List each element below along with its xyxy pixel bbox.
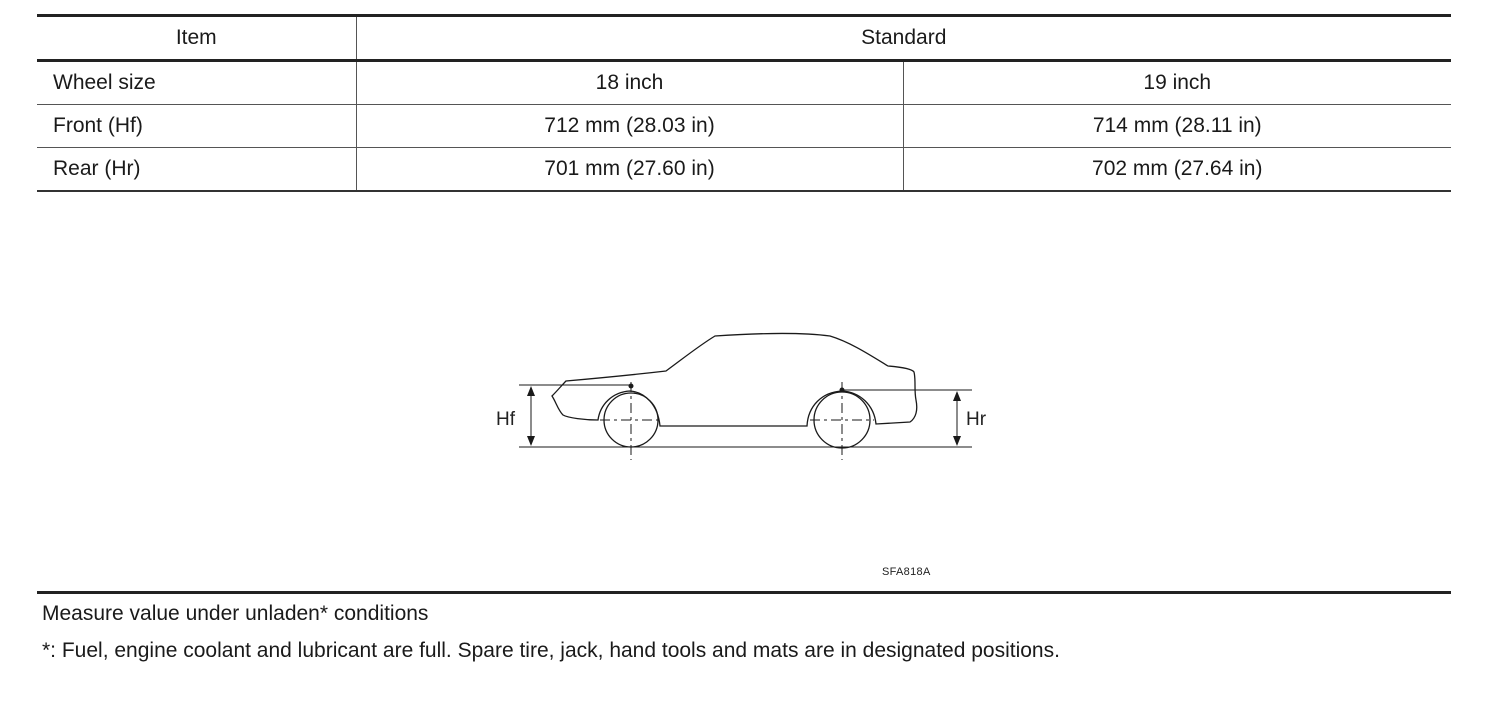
measure-note: Measure value under unladen* conditions bbox=[42, 602, 429, 625]
header-standard: Standard bbox=[356, 16, 1451, 61]
cell-19-inch: 19 inch bbox=[903, 61, 1451, 105]
cell-18-inch: 701 mm (27.60 in) bbox=[356, 148, 903, 192]
table-header-row bbox=[37, 16, 1451, 61]
label-hr: Hr bbox=[966, 409, 987, 430]
front-arrow-bottom bbox=[527, 436, 535, 446]
row-label: Rear (Hr) bbox=[37, 148, 356, 192]
cell-19-inch: 702 mm (27.64 in) bbox=[903, 148, 1451, 192]
figure-code: SFA818A bbox=[882, 566, 931, 578]
front-fender-point bbox=[629, 384, 634, 389]
footnote: *: Fuel, engine coolant and lubricant are full. Spare tire, jack, hand tools and mats are in designated positions. bbox=[42, 639, 1060, 662]
row-label: Wheel size bbox=[37, 61, 356, 105]
row-label: Front (Hf) bbox=[37, 105, 356, 148]
divider-rule bbox=[37, 591, 1451, 594]
rear-arrow-bottom bbox=[953, 436, 961, 446]
cell-18-inch: 712 mm (28.03 in) bbox=[356, 105, 903, 148]
label-hf: Hf bbox=[496, 409, 515, 430]
car-body-outline bbox=[552, 333, 917, 426]
table-row-wheel-size bbox=[37, 61, 1451, 105]
table-row-front bbox=[37, 105, 1451, 148]
vehicle-height-diagram bbox=[480, 318, 1010, 468]
table-row-rear bbox=[37, 148, 1451, 192]
cell-19-inch: 714 mm (28.11 in) bbox=[903, 105, 1451, 148]
rear-fender-point bbox=[840, 388, 845, 393]
cell-18-inch: 18 inch bbox=[356, 61, 903, 105]
specification-table bbox=[37, 14, 1451, 192]
front-arrow-top bbox=[527, 386, 535, 396]
header-item: Item bbox=[37, 16, 356, 61]
rear-arrow-top bbox=[953, 391, 961, 401]
